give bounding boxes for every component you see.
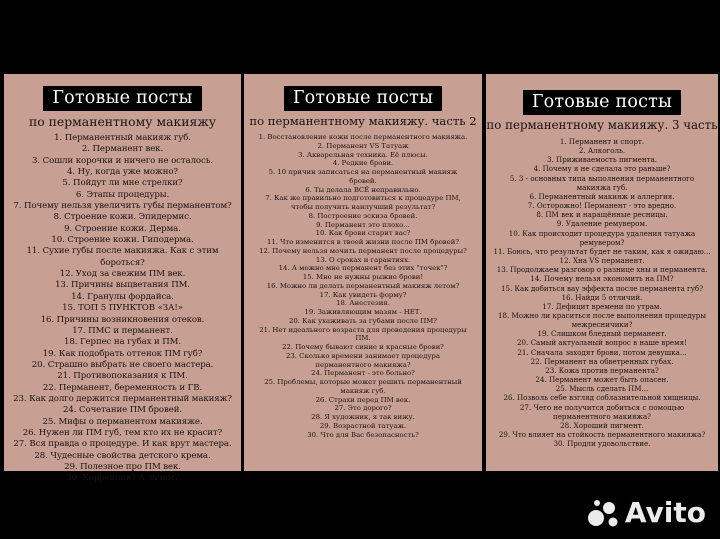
list-item: 22. Перманент на обветренных губах. xyxy=(530,356,674,366)
list-item: 4. Почему я не сделала это раньше? xyxy=(533,164,671,174)
list-item: 24. Перманент - это больно? xyxy=(311,369,415,378)
list-item: 21. Нет идеального возраста для проведения процедуры ПМ. xyxy=(259,325,467,343)
list-item: 23. Кожа против перманента? xyxy=(545,365,659,375)
list-item: 24. Сочетание ПМ бровей. xyxy=(63,405,182,416)
list-item: 27. Это дорого? xyxy=(334,404,392,413)
list-item: 16. Можно ли делать перманентный макияж летом? xyxy=(266,281,460,290)
list-item: 20. Самый актуальный вопрос в наше время! xyxy=(517,338,687,348)
list-item: 20. Как ухаживать за губами после ПМ? xyxy=(289,316,437,325)
card-title: Готовые посты xyxy=(43,86,201,111)
card-subtitle: по перманентному макияжу. 3 часть xyxy=(486,118,718,132)
list-item: 1. Перманентный макияж губ. xyxy=(54,133,191,143)
list-item: 13. Продолжаем разговор о разнице хны и перманента. xyxy=(496,265,708,275)
list-item: 11. Боюсь, что результат будет не таким, как я ожидаю... xyxy=(493,246,711,256)
list-item: 30. Что для Вас безопасность? xyxy=(307,430,419,439)
list-item: 2. Алкоголь. xyxy=(578,146,626,156)
list-item: 23. Как долго держится перманентный макияж? xyxy=(13,393,232,404)
list-item: 29. Полезное про ПМ век. xyxy=(64,461,181,472)
list-item: 16. Найди 5 отличий. xyxy=(561,292,643,302)
list-item: 30. Продли удовольствие. xyxy=(553,439,651,449)
list-item: 18. Можно ли краситься после выполнения процедуры межресничики? xyxy=(498,310,706,330)
list-item: 22. Перманент, беременность и ГВ. xyxy=(42,382,203,393)
list-item: 28. Чудесные свойства детского крема. xyxy=(34,450,211,461)
list-item: 17. Дефицит времени по утрам. xyxy=(542,301,662,311)
list-item: 14. А можно мне перманент без этих "точек"? xyxy=(278,264,448,273)
list-item: 8. ПМ век и наращённые ресницы. xyxy=(536,210,668,220)
list-item: 19. Заживляющим мазям - НЕТ. xyxy=(304,308,422,316)
list-item: 9. Строение кожи. Дерма. xyxy=(64,223,181,234)
avito-watermark xyxy=(587,496,706,529)
list-item: 7. Осторожно! Перманент - это вредно. xyxy=(527,201,677,211)
post-card-1 xyxy=(4,74,241,484)
list-item: 11. Что изменится в твоей жизни после ПМ бровей? xyxy=(266,238,460,246)
list-item: 7. Почему нельзя увеличить губы перманентом? xyxy=(13,201,232,212)
list-item: 18. Анестезия. xyxy=(336,299,390,308)
list-item: 14. Гранулы фордайса. xyxy=(71,291,174,302)
list-item: 27. Вся правда о процедуре. И как врут мастера. xyxy=(13,439,232,450)
list-item: 16. Причины возникновения отеков. xyxy=(40,314,205,325)
list-item: 26. Страхи перед ПМ век. xyxy=(315,395,411,404)
list-item: 26. Нужен ли ПМ губ, тем кто их не красит? xyxy=(22,427,223,438)
list-item: 29. Что влияет на стойкость перманентного макияжа? xyxy=(498,430,706,439)
card-subtitle: по перманентному макияжу xyxy=(28,114,217,129)
list-item: 9. Перманент это плохо... xyxy=(316,220,410,229)
list-item: 25. Мифы о перманентом макияже. xyxy=(42,416,203,427)
list-item: 6. Этапы процедуры. xyxy=(75,189,170,200)
list-item: 3. Приживаемость пигмента. xyxy=(547,155,657,165)
list-item: 17. ПМС и перманент. xyxy=(72,325,173,336)
list-item: 3. Сошли корочки и ничего не осталось. xyxy=(32,155,213,166)
list-item: 1. Перманент и спорт. xyxy=(559,137,645,146)
list-item: 15. Как добиться вау эффекта после перманента губ? xyxy=(500,283,703,293)
list-item: 25. Мысль сделать ПМ... xyxy=(555,384,649,394)
list-item: 10. Как брови старит вас? xyxy=(315,229,411,238)
topic-list xyxy=(244,133,482,439)
list-item: 6. Перманентный макияж и аллергия. xyxy=(529,191,675,201)
list-item: 10. Как происходит процедура удаления татуажа ремувером? xyxy=(508,228,696,247)
list-item: 28. Хороший пигмент. xyxy=(560,420,644,430)
list-item: 21. Противопоказания к ПМ. xyxy=(57,371,188,382)
list-item: 7. Как же правильно подготовиться к процедуре ПМ, чтобы получить наилучший результат? xyxy=(265,194,461,211)
list-item: 5. Пойдут ли мне стрелки? xyxy=(62,178,183,189)
list-item: 9. Удаление ремувером. xyxy=(556,219,648,229)
list-item: 22. Почему бывают синие и красные брови? xyxy=(282,343,444,351)
list-item: 4. Ну, когда уже можно? xyxy=(67,167,178,178)
list-item: 2. Перманент век. xyxy=(81,144,164,155)
watermark-text: Avito xyxy=(624,496,706,529)
avito-logo-icon xyxy=(587,498,621,528)
list-item: 28. Я художник, я так вижу. xyxy=(311,413,415,421)
list-item: 19. Слишком бледный перманент. xyxy=(537,329,667,339)
list-item: 5. 3 - основных типа выполнения перманентного макияжа губ. xyxy=(509,173,695,192)
list-item: 21. Сначала заходят брови, потом девушка... xyxy=(517,347,687,357)
list-item: 4. Редкие брови. xyxy=(332,159,394,168)
list-item: 11. Сухие губы после макияжа. Как с этим бороться? xyxy=(26,246,219,268)
list-item: 27. Чего не получится добиться с помощью перманентного макияжа? xyxy=(519,402,685,421)
list-item: 12. Уход за свежим ПМ век. xyxy=(59,269,186,280)
list-item: 6. Ты делала ВСЁ неправильно. xyxy=(305,185,421,194)
list-item: 29. Возрастной татуаж. xyxy=(319,421,407,430)
list-item: 12. Хна VS перманент. xyxy=(559,256,645,266)
list-item: 24. Перманент может быть опасен. xyxy=(535,375,669,385)
list-item: 25. Проблемы, которые может решить перманентный макияж губ. xyxy=(264,378,462,395)
list-item: 12. Почему нельзя мочить перманент после процедуры? xyxy=(259,246,467,255)
list-item: 26. Позволь себе взгляд соблазнительной хищницы. xyxy=(503,393,701,403)
list-item: 10. Строение кожи. Гиподерма. xyxy=(51,235,194,246)
card-title: Готовые посты xyxy=(523,90,681,115)
list-item: 14. Почему нельзя экономить на ПМ? xyxy=(530,274,674,284)
topic-list xyxy=(486,137,718,448)
list-item: 2. Перманент VS Татуаж xyxy=(317,141,409,150)
post-card-2 xyxy=(244,74,482,471)
list-item: 19. Как подобрать оттенок ПМ губ? xyxy=(42,348,203,359)
list-item: 20. Страшно выбрать не своего мастера. xyxy=(31,359,214,370)
list-item: 13. О сроках и гарантиях. xyxy=(315,255,411,264)
list-item: 23. Сколько времени занимает процедура перманентного макияжа? xyxy=(286,351,440,369)
list-item: 3. Акварельная техника. Её плюсы. xyxy=(298,150,428,159)
list-item: 5. 10 причин записаться на перманентный макияж бровей. xyxy=(268,168,458,185)
list-item: 8. Строение кожи. Эпидермис. xyxy=(53,212,192,223)
list-item: 15. ТОП 5 ПУНКТОВ «ЗА!» xyxy=(62,303,183,314)
card-subtitle: по перманентному макияжу. часть 2 xyxy=(249,114,477,128)
list-item: 15. Мне не нужны рыжие брови! xyxy=(302,273,424,281)
card-title: Готовые посты xyxy=(284,86,442,111)
list-item: 13. Причины выцветания ПМ. xyxy=(55,280,190,291)
list-item: 8. Построение эскиза бровей. xyxy=(308,211,418,220)
list-item: 30. Коррекция? А зачем? xyxy=(66,473,179,484)
topic-list xyxy=(4,133,241,485)
list-item: 18. Герпес на губах и ПМ. xyxy=(63,337,182,348)
post-card-3 xyxy=(486,74,718,471)
list-item: 1. Восстановление кожи после перманентного макияжа. xyxy=(258,133,468,141)
list-item: 17. Как увидеть форму? xyxy=(319,290,407,299)
